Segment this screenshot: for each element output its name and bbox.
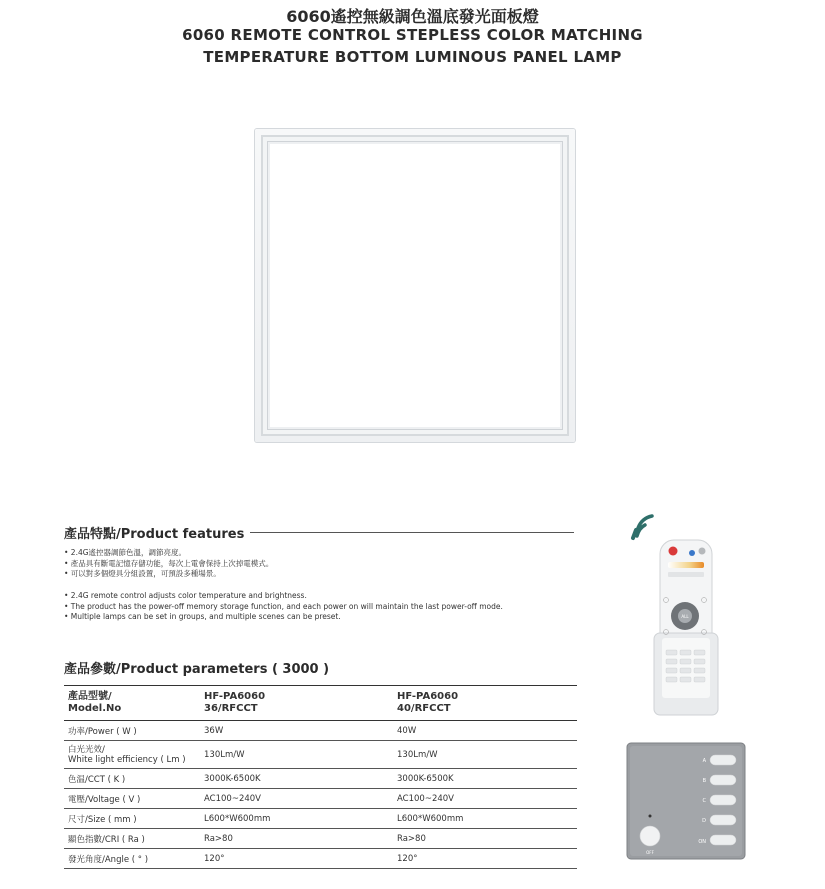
remote-grey-button — [699, 548, 706, 555]
panel-light-surface — [267, 141, 563, 430]
feature-en-item: • 2.4G remote control adjusts color temperature and brightness. — [64, 591, 307, 600]
feature-cn-item: • 產品具有斷電記憶存儲功能，每次上電會保持上次掉電模式。 — [64, 558, 274, 568]
features-cn-list — [64, 548, 273, 580]
switch-off-button — [640, 826, 660, 846]
row-label: 顯色指數/CRI ( Ra ) — [64, 829, 200, 849]
remote-power-button — [669, 547, 678, 556]
switch-off-label: OFF — [646, 850, 654, 855]
features-divider — [250, 532, 574, 533]
row-label — [64, 741, 200, 769]
features-heading: 產品特點/Product features — [64, 527, 245, 542]
row-value-1: Ra>80 — [200, 829, 393, 849]
switch-label-d: D — [702, 818, 706, 824]
header-label-cn: 產品型號/ — [68, 691, 112, 702]
table-row — [64, 789, 577, 809]
model-2-line-b: 40/RFCCT — [397, 703, 451, 714]
switch-label-c: C — [702, 798, 706, 804]
table-row — [64, 769, 577, 789]
model-2-line-a: HF-PA6060 — [397, 691, 459, 702]
row-value-2: L600*W600mm — [393, 809, 577, 829]
switch-button-a — [710, 755, 736, 765]
table-row — [64, 829, 577, 849]
table-row — [64, 741, 577, 769]
model-1-line-b: 36/RFCCT — [204, 703, 258, 714]
header-model-2 — [393, 686, 577, 721]
row-value-2: Ra>80 — [393, 829, 577, 849]
row-value-2: 120° — [393, 849, 577, 869]
header-label-en: Model.No — [68, 703, 122, 714]
title-english-line-2: TEMPERATURE BOTTOM LUMINOUS PANEL LAMP — [203, 48, 622, 66]
features-en-list — [64, 591, 503, 623]
feature-cn-item: • 2.4G遙控器調節色溫，調節亮度。 — [64, 548, 187, 557]
row-value-1: AC100~240V — [200, 789, 393, 809]
table-row — [64, 721, 577, 741]
row-label: 尺寸/Size ( mm ) — [64, 809, 200, 829]
feature-cn-item: • 可以對多個燈具分組設置，可預設多種場景。 — [64, 569, 221, 578]
row-value-2: AC100~240V — [393, 789, 577, 809]
switch-button-d — [710, 815, 736, 825]
row-value-2: 3000K-6500K — [393, 769, 577, 789]
switch-label-on: ON — [698, 839, 706, 845]
switch-button-on — [710, 835, 736, 845]
remote-control-image — [650, 538, 722, 716]
wall-switch-image — [626, 742, 746, 860]
row-value-1: 120° — [200, 849, 393, 869]
row-value-2: 130Lm/W — [393, 741, 577, 769]
table-header-row — [64, 686, 577, 721]
row-label-line-a: 白光光效/ — [68, 744, 105, 755]
row-value-1: L600*W600mm — [200, 809, 393, 829]
parameters-table — [64, 685, 577, 869]
model-1-line-a: HF-PA6060 — [204, 691, 266, 702]
header-label-cell — [64, 686, 200, 721]
feature-en-item: • The product has the power-off memory storage function, and each power on will maintain the last power-off mode. — [64, 601, 503, 611]
row-value-1: 130Lm/W — [200, 741, 393, 769]
row-value-1: 36W — [200, 721, 393, 741]
title-english-line-1: 6060 REMOTE CONTROL STEPLESS COLOR MATCHING — [182, 26, 643, 44]
switch-label-b: B — [702, 778, 706, 784]
feature-en-item: • Multiple lamps can be set in groups, and multiple scenes can be preset. — [64, 612, 341, 621]
row-label: 發光角度/Angle ( ° ) — [64, 849, 200, 869]
header-model-1 — [200, 686, 393, 721]
table-row — [64, 809, 577, 829]
panel-lamp-image — [255, 129, 575, 442]
row-label: 色温/CCT ( K ) — [64, 769, 200, 789]
row-label: 功率/Power ( W ) — [64, 721, 200, 741]
row-value-1: 3000K-6500K — [200, 769, 393, 789]
table-row — [64, 849, 577, 869]
remote-all-label: ALL — [681, 614, 689, 619]
switch-button-b — [710, 775, 736, 785]
switch-button-c — [710, 795, 736, 805]
remote-blue-button — [689, 550, 695, 556]
row-value-2: 40W — [393, 721, 577, 741]
row-label-line-b: White light efficiency ( Lm ) — [68, 754, 186, 765]
panel-inner-frame — [261, 135, 569, 436]
switch-label-a: A — [702, 758, 706, 764]
parameters-heading: 產品參數/Product parameters ( 3000 ) — [64, 662, 330, 677]
title-chinese: 6060遙控無級調色溫底發光面板燈 — [286, 7, 539, 26]
row-label: 電壓/Voltage ( V ) — [64, 789, 200, 809]
